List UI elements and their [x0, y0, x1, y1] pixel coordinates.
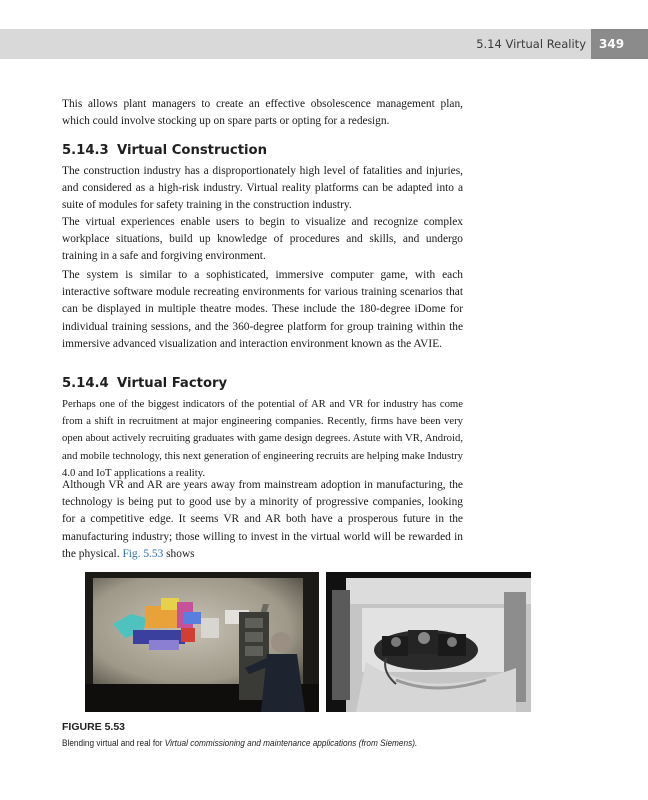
paragraph: [62, 477, 463, 563]
section-heading-virtual-factory: [62, 376, 463, 391]
running-title: 5.14 Virtual Reality: [476, 37, 586, 51]
page-number: 349: [591, 29, 648, 59]
section-title: Virtual Construction: [117, 143, 267, 158]
paragraph: The construction industry has a disproportionately high level of fatalities and injuries, and considered as a high-risk industry. Virtual reality platforms can be adapted into a suite of modules for safety training in the construction industry.: [62, 165, 463, 212]
paragraph: Perhaps one of the biggest indicators of the potential of AR and VR for industry has come from a shift in recruitment at major engineering companies. Recently, firms have been very open about actively recruiting graduates with game design degrees. Astute with VR, Android, and mobile technology, this next generation of engineering recruits are helping make Industry 4.0 and IoT applications a reality.: [62, 398, 463, 479]
figure-5-53: [85, 572, 531, 712]
section-number: 5.14.4: [62, 376, 109, 391]
section-heading-virtual-construction: [62, 143, 463, 158]
figure-caption: [62, 738, 466, 749]
section-title: Virtual Factory: [117, 376, 228, 391]
paragraph: The system is similar to a sophisticated, immersive computer game, with each interactive software module recreating environments for various training scenarios that can be displayed in multiple theatre modes. These include the 180-degree iDome for individual training sessions, and the 360-degree platform for group training within the immersive advanced visualization and interaction environment known as the AVIE.: [62, 269, 463, 350]
photo-virtual-commissioning: [85, 572, 319, 712]
paragraph-text: Although VR and AR are years away from mainstream adoption in manufacturing, the technology is being put to good use by a minority of progressive companies, looking for a competitive edge. It seems VR and AR both have a prosperous future in the manufacturing industry; those willing to invest in the virtual world will be rewarded in the physical.: [62, 479, 463, 560]
intro-paragraph: This allows plant managers to create an effective obsolescence management plan, which could involve stocking up on spare parts or opting for a redesign.: [62, 98, 463, 128]
section-number: 5.14.3: [62, 143, 109, 158]
caption-italic: Virtual commissioning and maintenance applications (from Siemens).: [164, 738, 418, 749]
figure-label: FIGURE 5.53: [62, 721, 126, 733]
figure-reference-link[interactable]: Fig. 5.53: [122, 547, 164, 560]
paragraph: The virtual experiences enable users to begin to visualize and recognize complex workplace situations, build up knowledge of procedures and skills, and undergo training in a safe and forgiving environment.: [62, 216, 463, 263]
photo-real-machine: [326, 572, 531, 712]
paragraph-text-tail: shows: [166, 547, 195, 560]
caption-prefix: Blending virtual and real for: [62, 738, 163, 749]
